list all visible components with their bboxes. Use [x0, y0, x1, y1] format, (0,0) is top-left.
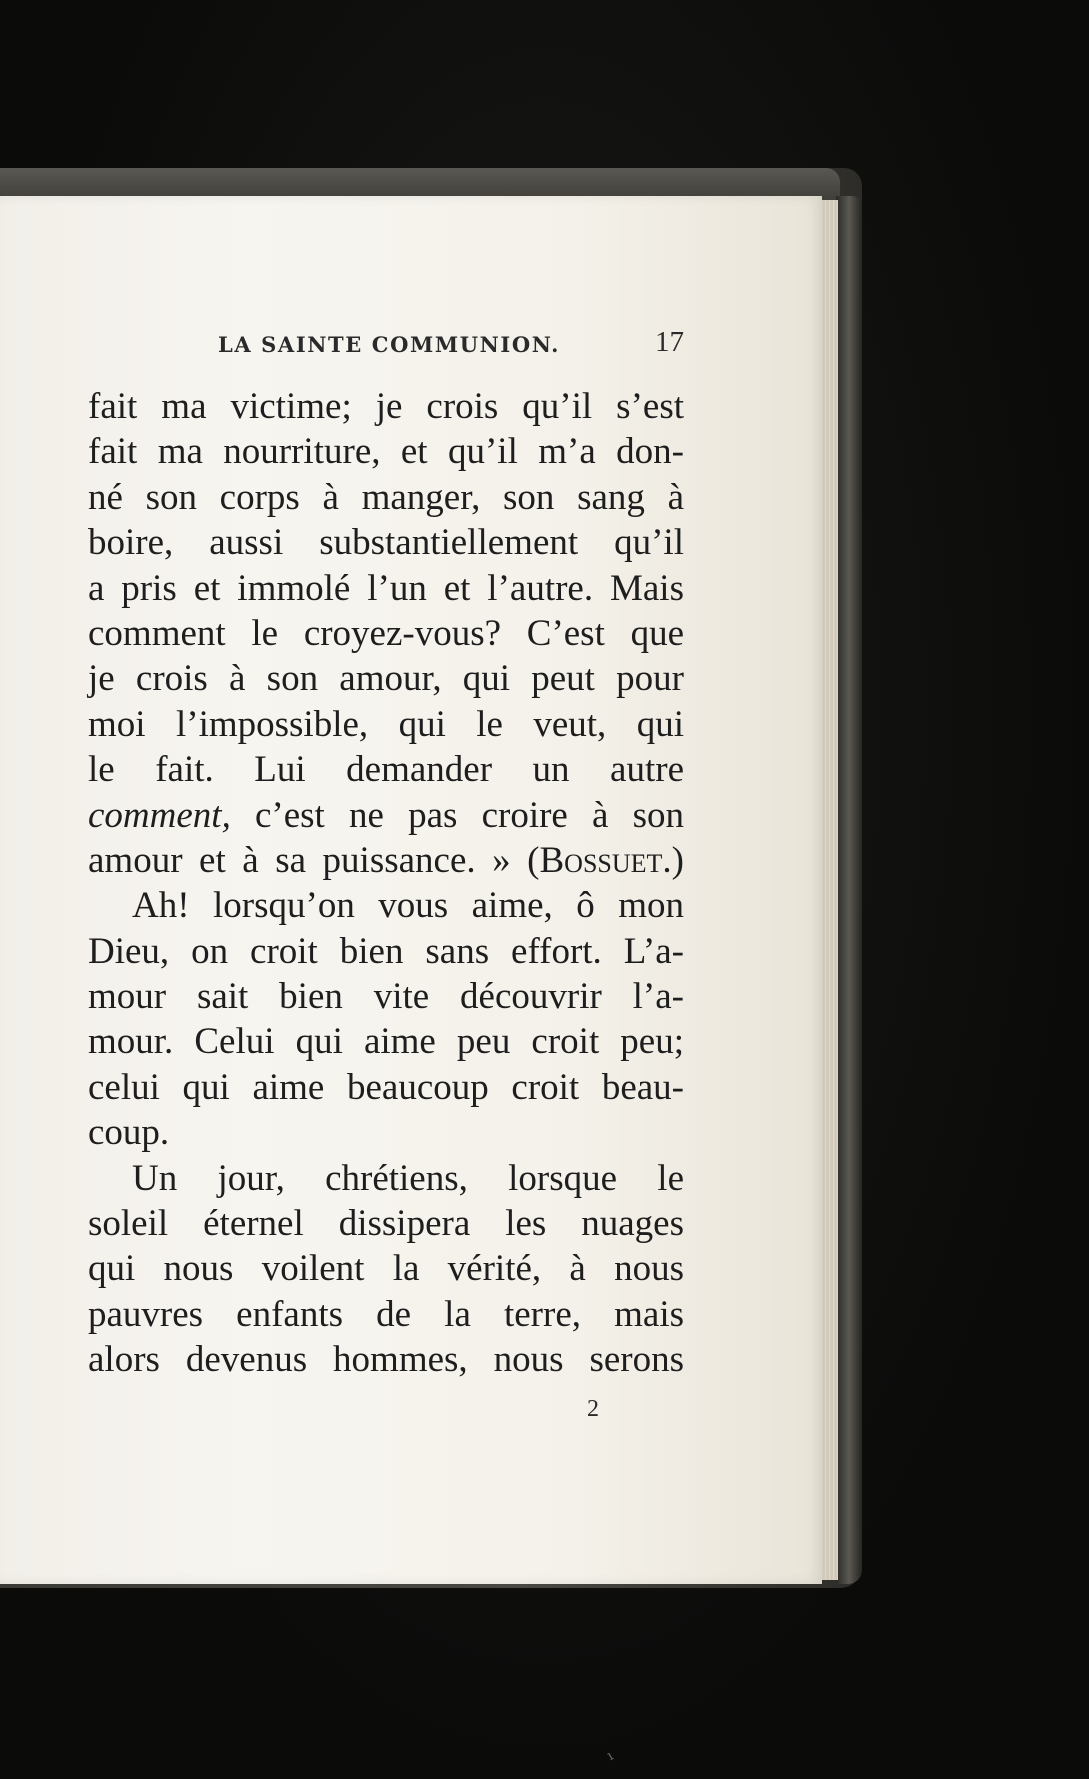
- text-line: moi l’impossible, qui le veut, qui: [88, 703, 684, 745]
- text-line: qui nous voilent la vérité, à nous: [88, 1248, 684, 1290]
- text-line: boire, aussi substantiellement qu’il: [88, 522, 684, 564]
- dust-speck: ı: [604, 1747, 617, 1765]
- signature-mark: 2: [587, 1396, 599, 1422]
- paragraph-2: [88, 883, 684, 1155]
- text-line: comment le croyez-vous? C’est que: [88, 612, 684, 654]
- paragraph-1: [88, 384, 684, 883]
- quote-author: Bossuet: [539, 839, 663, 881]
- text-line: mour sait bien vite découvrir l’a-: [88, 976, 684, 1018]
- page-number: 17: [655, 326, 684, 358]
- text-line: mour. Celui qui aime peu croit peu;: [88, 1021, 684, 1063]
- text-line: né son corps à manger, son sang à: [88, 476, 684, 518]
- text-line: a pris et immolé l’un et l’autre. Mais: [88, 567, 684, 609]
- line-text: amour et à sa puissance. » (: [88, 839, 540, 881]
- text-line: Dieu, on croit bien sans effort. L’a-: [88, 930, 684, 972]
- paragraph-3: [88, 1156, 684, 1383]
- text-line: coup.: [88, 1112, 170, 1154]
- text-line: Un jour, chrétiens, lorsque le: [132, 1157, 684, 1199]
- body-text: [88, 384, 684, 1383]
- running-title: LA SAINTE COMMUNION.: [218, 332, 561, 357]
- text-line: Ah! lorsqu’on vous aime, ô mon: [132, 885, 684, 927]
- text-line: celui qui aime beaucoup croit beau-: [88, 1066, 684, 1108]
- running-head: [88, 326, 684, 366]
- line-rest: c’est ne pas croire à son: [230, 794, 684, 836]
- book-cover-fore-edge: [836, 196, 862, 1584]
- text-line: soleil éternel dissipera les nuages: [88, 1203, 684, 1245]
- text-line: fait ma victime; je crois qu’il s’est: [88, 386, 684, 427]
- quote-attribution-line: [88, 838, 684, 883]
- closing-paren: .): [662, 839, 684, 881]
- text-line: pauvres enfants de la terre, mais: [88, 1293, 684, 1335]
- italic-word: comment,: [88, 794, 231, 836]
- text-line: le fait. Lui demander un autre: [88, 749, 684, 791]
- text-line: je crois à son amour, qui peut pour: [88, 658, 684, 700]
- text-line: fait ma nourriture, et qu’il m’a don-: [88, 431, 684, 473]
- text-line: alors devenus hommes, nous serons: [88, 1339, 684, 1381]
- text-line-italic: [88, 793, 684, 838]
